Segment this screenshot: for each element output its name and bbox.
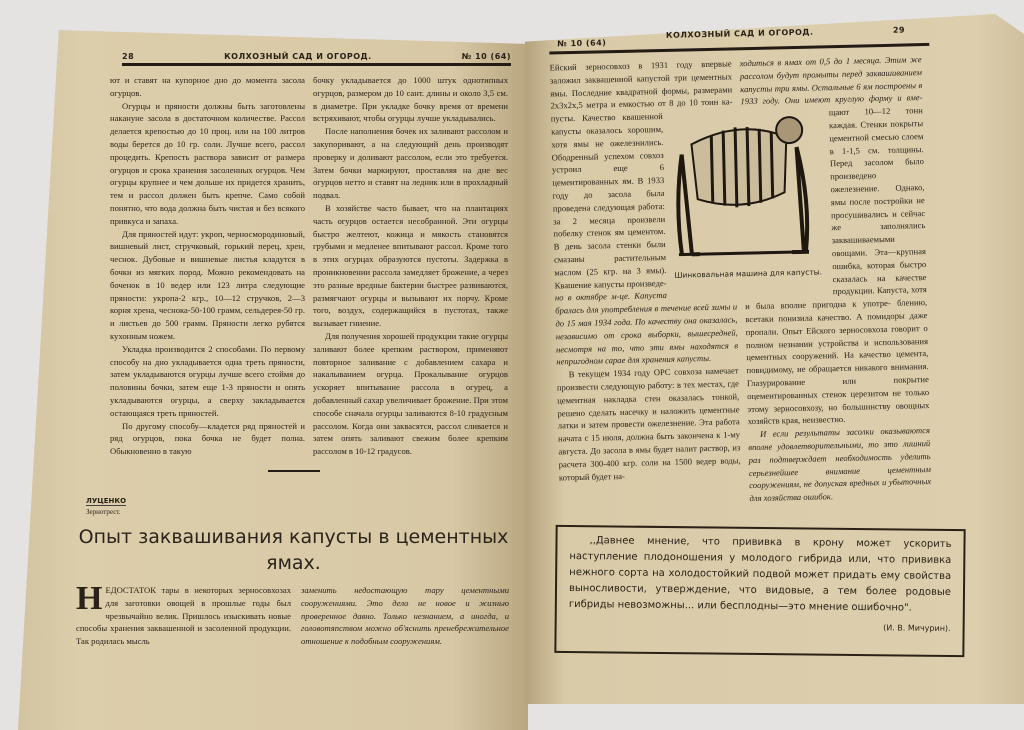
paragraph: бочку укладывается до 1000 штук однотипных огурцов, размером до 10 сант. длины и около 3,5 см. в диаметре. При укладке бочку время от времени встряхивают, чтобы огурцы лучше укладывались. bbox=[313, 75, 508, 124]
article-title: Опыт заквашивания капусты в цементных ямах. bbox=[78, 525, 509, 574]
paragraph: Для пряностей идут: укроп, черносмородиновый, вишневый лист, стручковый, горький перец, хрен, чеснок. Дубовые и вишневые листья кладутся в бочки из мягких пород. Можно рекомендовать на боченок в 10 ведер или 123 литра следующие пряности: укропа-2 кгр., 10—12 стручков, 2—3 корня хрена, чеснока-50-100 грамм, сельдерея-50 гр. и листьев до 500 грамм. Пряности легко рубятся кухонным ножем. bbox=[110, 228, 305, 341]
author-name: ЛУЦЕНКО bbox=[86, 496, 127, 505]
paragraph: Для получения хорошей продукции такие огурцы заливают более крепким раствором, применяют повторное заливание с добавлением сахара и накалыванием огурца. Прокалывание огурцов ускоряет впитывание рассола в огурец, а добавленный сахар увеличивает брожение. При этом способе сначала огурцы заливаются 8-10 градусным рассолом. Когда они заквасятся, рассол сливается и затем опять заливают свежим более крепким рассолом в 10-12 градусов. bbox=[313, 330, 508, 457]
quote-text: ,,Давнее мнение, что прививка в крону может ускорить наступление плодоношения у молодого гибрида или, что прививка нежного сорта на холодостойкий подвой может придать ему свойства выносливости, утверждение, что видовые, а тем более родовые гибриды невозможны... или бесплодны—это мнение ошибочно". bbox=[568, 535, 952, 614]
paragraph: По другому способу—кладется ряд пряностей и ряд огурцов, пока бочка не будет полна. Обыкновенно в такую bbox=[110, 420, 305, 457]
author-org: Зернотрест. bbox=[86, 507, 121, 516]
text-run: блению, всетаки понизила качество. А помидоры даже пропали. Опыт Ейского зерносовхоза говорит о полном незнании устройства и использования цементных сооружений. На качество цемента, повидимому, не обращается никакого внимания. Глазурирование или покрытие оцементированных стенок церезитом не только этому зерносовхозу, но большинству овощных хозяйств края, неизвестно. bbox=[745, 297, 930, 427]
paragraph: В хозяйстве часто бывает, что на плантациях часть огурцов остается несобранной. Эти огурцы быстро желтеют, кожица и мякость становятся грубыми и медленее впитывают рассол. Кроме того в этих огурцах образуются пустоты. Задержка в проникновении рассола замедляет брожение, а через это разные вредные бактерии быстрее развиваются, размягчают огурцы и вызывают их порчу. Кроме того, воздух, содержащийся в пустотах, также вызывает гниение. bbox=[313, 202, 508, 329]
text-run: Ейский зерносовхоз в 1931 году впервые заложил заквашенной капустой три цементных ямы. Последние квадратной формы, размерами 2x3x2x,5 метра и емкостью от 8 до 10 тонн ка- bbox=[549, 58, 733, 111]
text-run: пусты. Качество квашенной капусты оказалось хорошим, хотя ямы не ожелезнились. Ободренный успехом совхоз устроил еще 6 цементированных ям. В 1933 году до засола была проведена следующая работа: за 2 месяца произвели побелку стенок ям цементом. В день засола стенки были смазаны растительным маслом (25 кгр. на 3 ямы). Квашение капусты произведе- bbox=[550, 111, 667, 291]
page-number-right: 29 bbox=[892, 25, 906, 35]
text-run: щают 10—12 тонн каждая. Стенки покрыты цементной смесью слоем в 1-1,5 см. толщины. Перед засолом было произведено ожелезнение. Однако, ямы после постройки не просушивались и сейчас же заполнялись заквашиваемыми овощами. Эта—крупная ошибка, которая быстро сказалась на качестве продукции. Капуста, хотя и была вполне пригодна к употре- bbox=[745, 105, 927, 312]
quote-author: (И. В. Мичурин). bbox=[883, 623, 951, 633]
running-head-right: КОЛХОЗНЫЙ САД И ОГОРОД. bbox=[665, 27, 814, 40]
issue-right: № 10 (64) bbox=[557, 38, 607, 49]
paragraph: Огурцы и пряности должны быть заготовлены накануне засола в достаточном количестве. Рассол делается крепостью до 10 проц. или на 100 литров воды берется до 10 гр. соли. Лучше всего, рассол процедить. Крепость раствора зависит от размера огурцов и срока хранения засоленных огурцов. Чем огурцы крупнее и чем дольше их придется хранить, тем и рассол должен быть крепче. Само собой понятно, что вода должна быть чистая и без всякого привкуса и запаха. bbox=[110, 100, 305, 226]
paragraph: ют и ставят на купорное дно до момента засола огурцов. bbox=[110, 75, 305, 98]
text-run: ходиться в ямах от 0,5 до 1 месяца. Этим же рассолом будут промыты перед заквашиванием капусты три ямы. Остальные 6 ям построены в 1933 году. Они имеют круглую форму и вме- bbox=[739, 54, 923, 107]
page-number-left: 28 bbox=[122, 52, 135, 61]
article-text-1: ЕДОСТАТОК тары в некоторых зерносовхозах для заготовки овощей в прошлые годы был чрезвычайно велик. Пришлось изыскивать новые способы хранения заквашенной и засоленной продукции. Так родилась мысль bbox=[76, 584, 291, 647]
drop-cap: Н bbox=[76, 579, 103, 617]
michurin-quote-box bbox=[554, 525, 965, 657]
article-column-2: заменить недостающую тару цементными сооружениями. Это дело не новое и жизнью проверенное давно. Только незнанием, а иногда, и головотяпством можно об'яснить пренебрежительное отношение к подобным сооружениям. bbox=[301, 584, 509, 647]
paragraph: После наполнения бочек их заливают рассолом и закупоривают, а на следующий день производят проверку и доливают рассолом, если это требуется. Затем бочки маркируют, проставляя на дне вес огурцов нетто и ставят на ледник или в прохладный подвал. bbox=[313, 126, 508, 201]
issue-left: № 10 (64) bbox=[461, 52, 511, 61]
paragraph: Укладка производится 2 способами. По первому способу на дно укладывается одна треть пряности, затем укладываются огурцы лучше всего стоймя до половины бочки, затем еще 1-3 пряности и опять укладываются огурцы, а сверху закладывается остающаяся треть пряностей. bbox=[110, 343, 305, 418]
paragraph: И если результаты засолки оказываются вполне удовлетворительными, то это лишний раз подтверждает необходимость уделить серьезнейшее внимание цементным сооружениям, не допуская вредных и убыточных для хозяйства ошибок. bbox=[748, 425, 932, 504]
cabbage-shredder-illustration bbox=[671, 112, 814, 265]
paragraph: В текущем 1934 году ОРС совхоза намечает произвести следующую работу: в тех местах, где цементная накладка стен оказалась тонкой, решено сделать насечку и наложить цементные латки и затем провести ожелезнение. Эта работа начата с 15 июля, должна быть закончена к 1-му августа. До засола в ямы будет налит раствор, из расчета 300-400 кгр. соли на 1500 ведер воды, который будет на- bbox=[556, 365, 741, 482]
text-run: но в октябре м-це. Капуста бралась для употребления в течение всей зимы и до 15 мая 1934 года. По качеству она оказалась, независимо от срока выборки, вышесредней, несмотря на то, что эти ямы находятся в непригодном сарае для хранения капусты. bbox=[554, 290, 739, 367]
figure-caption: Шинковальная машина для капусты. bbox=[674, 267, 823, 280]
running-head-left: КОЛХОЗНЫЙ САД И ОГОРОД. bbox=[224, 52, 372, 61]
